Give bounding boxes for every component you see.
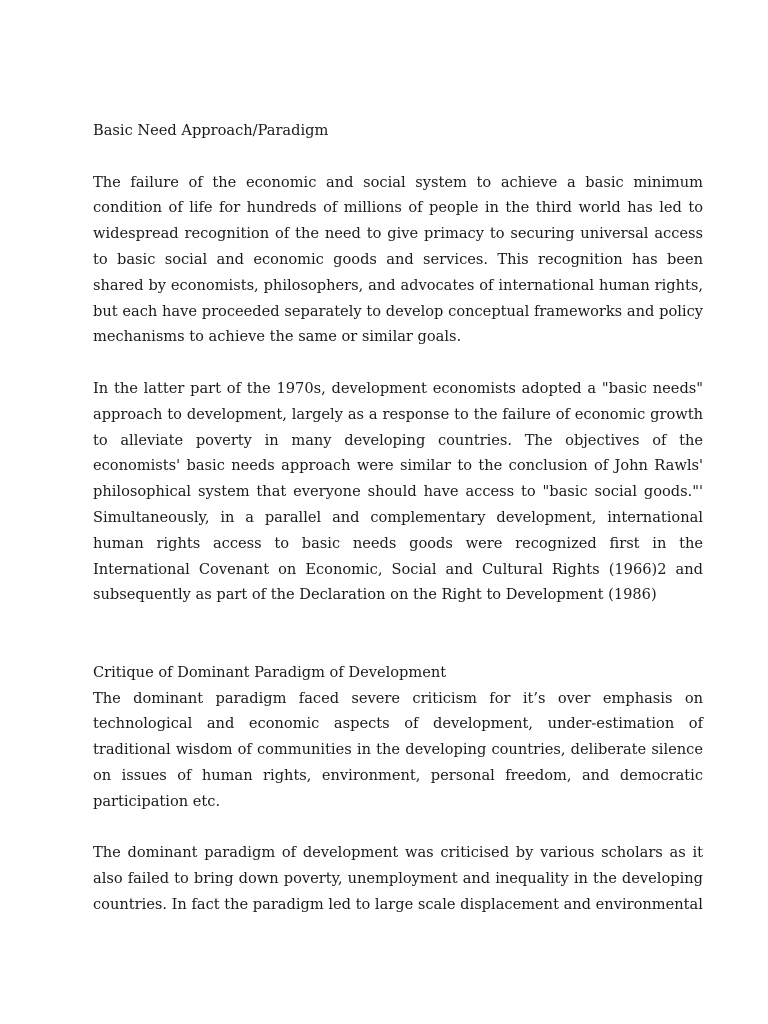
paragraph-basic-need-2: In the latter part of the 1970s, development economists adopted a "basic needs" approach to development, largely as a response to the failure of economic growth to alleviate poverty in many developing countries. The objectives of the economists' basic needs approach were similar to the conclusion of John Rawls' philosophical system that everyone should have access to "basic social goods."' Simultaneously, in a parallel and complementary development, international human rights access to basic needs goods were recognized first in the International Covenant on Economic, Social and Cultural Rights (1966)2 and subsequently as part of the Declaration on the Right to Development (1986) [93, 379, 703, 604]
paragraph-basic-need-1: The failure of the economic and social system to achieve a basic minimum condition of life for hundreds of millions of people in the third world has led to widespread recognition of the need to give primacy to securing universal access to basic social and economic goods and services. This recognition has been shared by economists, philosophers, and advocates of international human rights, but each have proceeded separately to develop conceptual frameworks and policy mechanisms to achieve the same or similar goals. [93, 173, 703, 346]
section-heading-critique: Critique of Dominant Paradigm of Development [93, 663, 447, 681]
spacer [93, 350, 703, 376]
spacer [93, 815, 703, 841]
paragraph-critique-2: The dominant paradigm of development was criticised by various scholars as it also failed to bring down poverty, unemployment and inequality in the developing countries. In fact the paradigm led to large scale displacement and environmental [93, 844, 703, 913]
spacer [93, 608, 703, 660]
paragraph-critique-1: The dominant paradigm faced severe criticism for it’s over emphasis on technological and economic aspects of development, under-estimation of traditional wisdom of communities in the developing countries, deliberate silence on issues of human rights, environment, personal freedom, and democratic participation etc. [93, 689, 703, 810]
spacer [93, 144, 703, 170]
section-heading-basic-need: Basic Need Approach/Paradigm [93, 122, 329, 139]
document-page [93, 118, 703, 918]
